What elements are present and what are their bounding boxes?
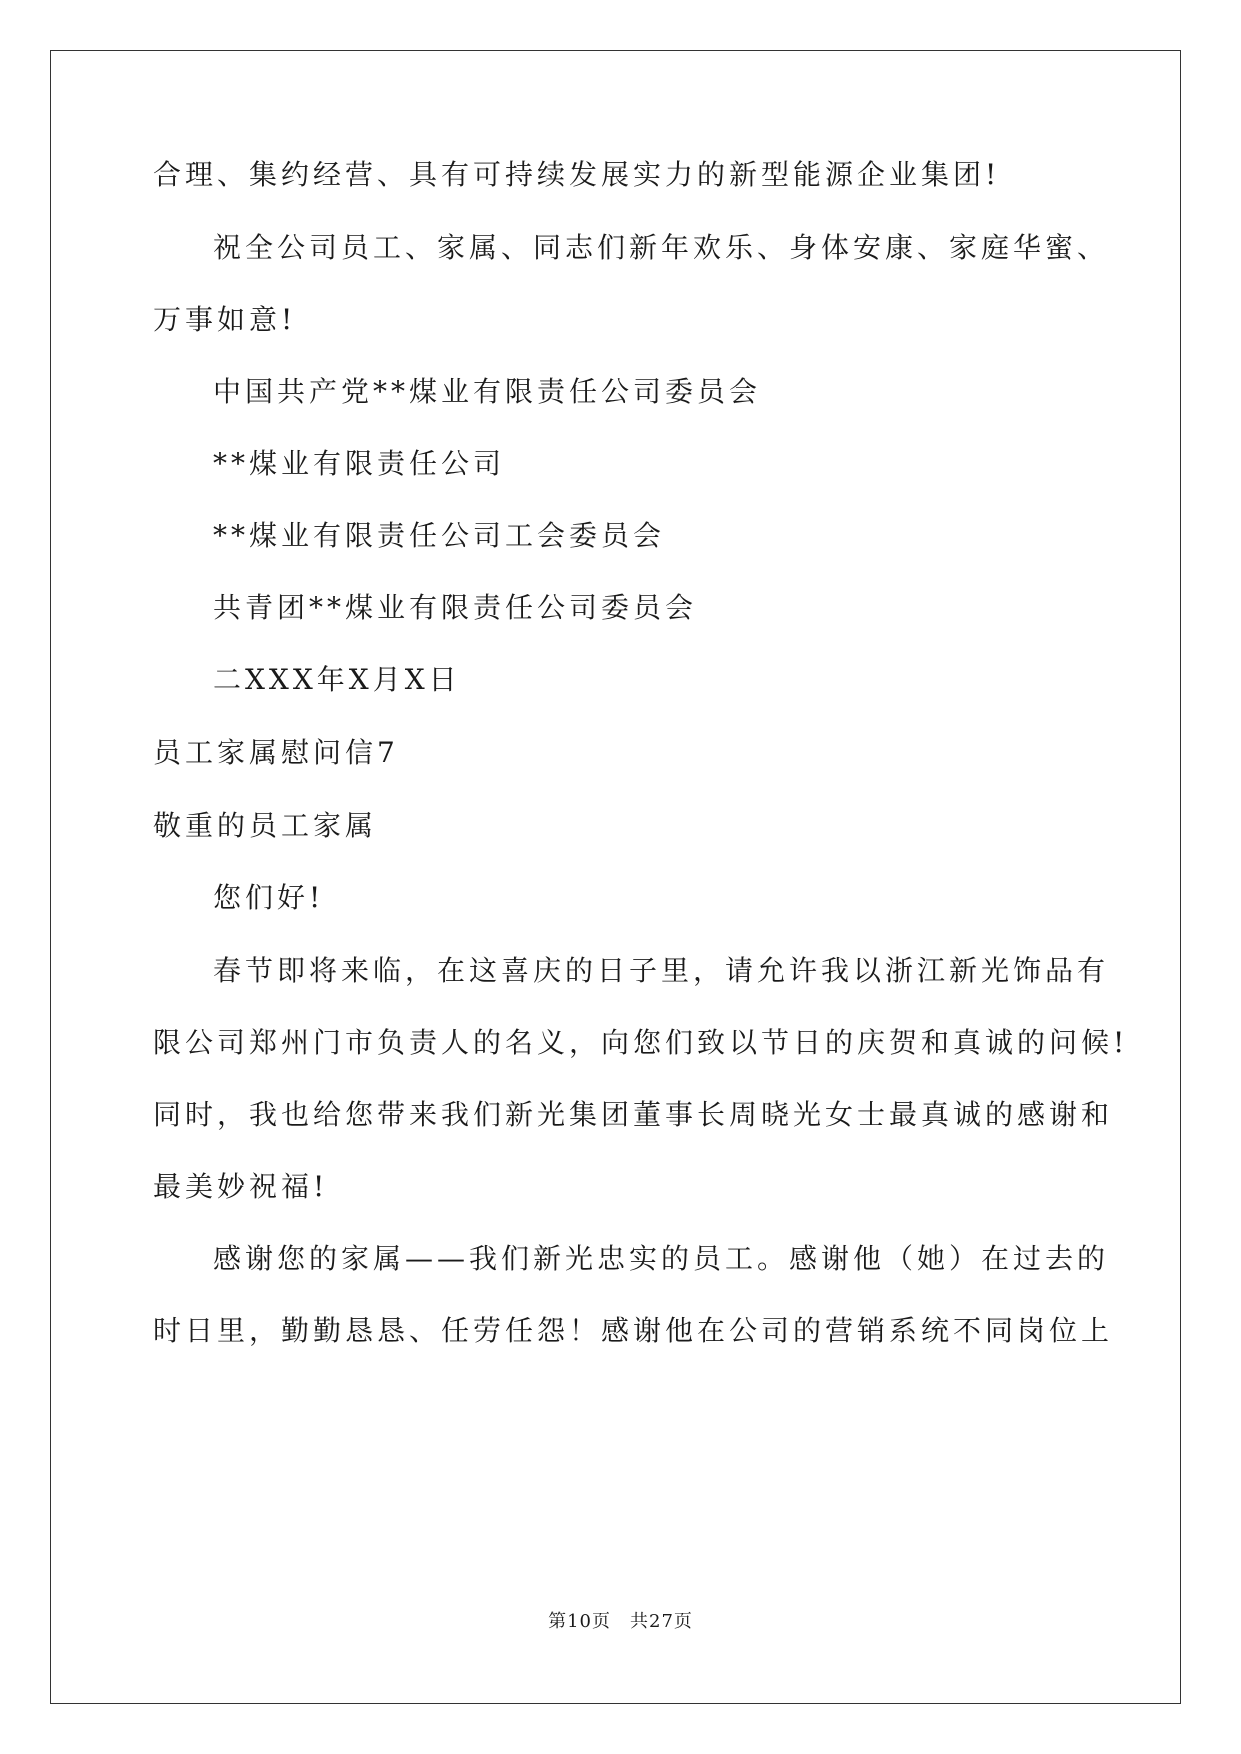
signatory-line: **煤业有限责任公司工会委员会 [213, 519, 666, 552]
page-footer: 第10页 共27页 [548, 1611, 693, 1632]
date-line: 二XXX年X月X日 [213, 663, 461, 696]
salutation: 敬重的员工家属 [153, 809, 378, 842]
body-line: 限公司郑州门市负责人的名义，向您们致以节日的庆贺和真诚的问候! [153, 1026, 1129, 1059]
body-line: 万事如意! [153, 303, 297, 336]
signatory-line: 共青团**煤业有限责任公司委员会 [213, 591, 698, 624]
greeting: 您们好! [213, 881, 325, 914]
signatory-line: 中国共产党**煤业有限责任公司委员会 [213, 375, 762, 408]
body-line: 祝全公司员工、家属、同志们新年欢乐、身体安康、家庭华蜜、 [213, 231, 1110, 264]
body-line: 感谢您的家属——我们新光忠实的员工。感谢他（她）在过去的 [213, 1242, 1110, 1275]
body-line: 最美妙祝福! [153, 1170, 329, 1203]
page-border [50, 50, 1181, 1704]
section-title: 员工家属慰问信7 [153, 736, 399, 769]
body-line: 春节即将来临，在这喜庆的日子里，请允许我以浙江新光饰品有 [213, 954, 1110, 987]
body-line: 时日里，勤勤恳恳、任劳任怨！感谢他在公司的营销系统不同岗位上 [153, 1314, 1114, 1347]
body-line: 同时，我也给您带来我们新光集团董事长周晓光女士最真诚的感谢和 [153, 1098, 1114, 1131]
body-line: 合理、集约经营、具有可持续发展实力的新型能源企业集团! [153, 158, 1001, 191]
signatory-line: **煤业有限责任公司 [213, 447, 506, 480]
